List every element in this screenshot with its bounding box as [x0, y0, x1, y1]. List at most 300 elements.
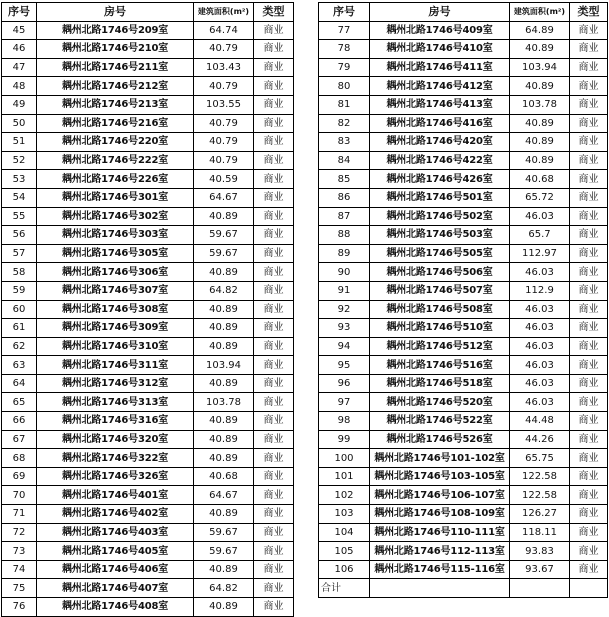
row-number: 77 [319, 21, 370, 40]
row-number: 101 [319, 467, 370, 486]
property-type: 商业 [254, 114, 294, 133]
table-row [319, 21, 608, 40]
room-address: 耦州北路1746号213室 [37, 95, 194, 114]
table-row [319, 467, 608, 486]
row-number: 53 [2, 170, 37, 189]
table-row [2, 337, 294, 356]
property-type: 商业 [570, 95, 608, 114]
room-address: 耦州北路1746号305室 [37, 244, 194, 263]
table-row [319, 319, 608, 338]
table-row [2, 542, 294, 561]
header-area: 建筑面积(m²) [194, 3, 254, 22]
row-number: 45 [2, 21, 37, 40]
property-type: 商业 [570, 412, 608, 431]
table-row [319, 505, 608, 524]
property-type: 商业 [570, 133, 608, 152]
table-row [2, 560, 294, 579]
table-row [2, 77, 294, 96]
property-type: 商业 [570, 170, 608, 189]
floor-area: 46.03 [510, 374, 570, 393]
floor-area: 40.79 [194, 114, 254, 133]
row-number: 88 [319, 226, 370, 245]
floor-area: 40.89 [194, 374, 254, 393]
room-address: 耦州北路1746号505室 [370, 244, 510, 263]
room-address: 耦州北路1746号420室 [370, 133, 510, 152]
floor-area: 93.67 [510, 560, 570, 579]
row-number: 94 [319, 337, 370, 356]
floor-area: 46.03 [510, 263, 570, 282]
floor-area: 40.89 [510, 77, 570, 96]
table-row [2, 300, 294, 319]
floor-area: 40.89 [194, 300, 254, 319]
table-row [2, 281, 294, 300]
table-row [2, 226, 294, 245]
room-address: 耦州北路1746号402室 [37, 505, 194, 524]
row-number: 102 [319, 486, 370, 505]
header-no: 序号 [2, 3, 37, 22]
floor-area: 40.89 [510, 114, 570, 133]
row-number: 89 [319, 244, 370, 263]
table-row [2, 133, 294, 152]
row-number: 80 [319, 77, 370, 96]
floor-area: 40.89 [194, 319, 254, 338]
property-type: 商业 [570, 114, 608, 133]
floor-area: 64.82 [194, 281, 254, 300]
property-type: 商业 [254, 188, 294, 207]
property-type: 商业 [570, 77, 608, 96]
table-row [2, 263, 294, 282]
property-type: 商业 [570, 542, 608, 561]
floor-area: 40.89 [194, 505, 254, 524]
room-address: 耦州北路1746号501室 [370, 188, 510, 207]
property-type: 商业 [254, 356, 294, 375]
property-type: 商业 [254, 281, 294, 300]
row-number: 55 [2, 207, 37, 226]
table-row [319, 133, 608, 152]
room-address: 耦州北路1746号412室 [370, 77, 510, 96]
table-row [319, 356, 608, 375]
property-type: 商业 [254, 393, 294, 412]
table-row [2, 319, 294, 338]
property-type: 商业 [570, 449, 608, 468]
room-address: 耦州北路1746号405室 [37, 542, 194, 561]
table-row [319, 449, 608, 468]
property-type: 商业 [254, 263, 294, 282]
property-type: 商业 [254, 170, 294, 189]
floor-area: 40.89 [194, 598, 254, 617]
room-address: 耦州北路1746号302室 [37, 207, 194, 226]
table-row [319, 40, 608, 59]
floor-area: 46.03 [510, 319, 570, 338]
property-type: 商业 [570, 523, 608, 542]
table-row [319, 523, 608, 542]
row-number: 90 [319, 263, 370, 282]
property-type: 商业 [570, 486, 608, 505]
room-address: 耦州北路1746号406室 [37, 560, 194, 579]
row-number: 63 [2, 356, 37, 375]
row-number: 69 [2, 467, 37, 486]
table-row [2, 598, 294, 617]
row-number: 95 [319, 356, 370, 375]
table-row [319, 486, 608, 505]
property-type: 商业 [570, 244, 608, 263]
row-number: 72 [2, 523, 37, 542]
row-number: 51 [2, 133, 37, 152]
table-row [319, 560, 608, 579]
room-address: 耦州北路1746号326室 [37, 467, 194, 486]
floor-area: 103.55 [194, 95, 254, 114]
room-address: 耦州北路1746号416室 [370, 114, 510, 133]
row-number: 97 [319, 393, 370, 412]
floor-area: 40.89 [194, 337, 254, 356]
row-number: 71 [2, 505, 37, 524]
row-number: 104 [319, 523, 370, 542]
row-number: 66 [2, 412, 37, 431]
property-type: 商业 [570, 337, 608, 356]
row-number: 74 [2, 560, 37, 579]
property-type: 商业 [254, 598, 294, 617]
room-address: 耦州北路1746号526室 [370, 430, 510, 449]
floor-area: 65.75 [510, 449, 570, 468]
room-address: 耦州北路1746号212室 [37, 77, 194, 96]
floor-area: 59.67 [194, 523, 254, 542]
table-row [2, 374, 294, 393]
room-address: 耦州北路1746号106-107室 [370, 486, 510, 505]
room-address: 耦州北路1746号226室 [37, 170, 194, 189]
table-row [2, 430, 294, 449]
floor-area: 59.67 [194, 226, 254, 245]
table-row [319, 542, 608, 561]
property-type: 商业 [254, 226, 294, 245]
property-type: 商业 [254, 58, 294, 77]
row-number: 62 [2, 337, 37, 356]
property-type: 商业 [254, 40, 294, 59]
row-number: 99 [319, 430, 370, 449]
floor-area: 40.89 [194, 430, 254, 449]
floor-area: 103.78 [510, 95, 570, 114]
room-address: 耦州北路1746号502室 [370, 207, 510, 226]
row-number: 82 [319, 114, 370, 133]
table-row [2, 412, 294, 431]
property-type: 商业 [570, 58, 608, 77]
room-address: 耦州北路1746号301室 [37, 188, 194, 207]
room-address: 耦州北路1746号115-116室 [370, 560, 510, 579]
property-type: 商业 [570, 207, 608, 226]
table-row [2, 449, 294, 468]
floor-area: 64.67 [194, 188, 254, 207]
header-row [2, 3, 294, 22]
room-address: 耦州北路1746号426室 [370, 170, 510, 189]
room-address: 耦州北路1746号222室 [37, 151, 194, 170]
floor-area: 40.89 [194, 449, 254, 468]
left-table-body [2, 21, 294, 616]
table-row [319, 77, 608, 96]
room-address: 耦州北路1746号516室 [370, 356, 510, 375]
room-address: 耦州北路1746号403室 [37, 523, 194, 542]
floor-area: 40.89 [194, 207, 254, 226]
row-number: 54 [2, 188, 37, 207]
room-address: 耦州北路1746号210室 [37, 40, 194, 59]
floor-area: 64.82 [194, 579, 254, 598]
floor-area: 40.79 [194, 77, 254, 96]
row-number: 100 [319, 449, 370, 468]
floor-area: 46.03 [510, 337, 570, 356]
row-number: 68 [2, 449, 37, 468]
room-address: 耦州北路1746号506室 [370, 263, 510, 282]
header-row [319, 3, 608, 22]
property-type: 商业 [254, 207, 294, 226]
floor-area: 40.59 [194, 170, 254, 189]
row-number: 58 [2, 263, 37, 282]
row-number: 91 [319, 281, 370, 300]
room-address: 耦州北路1746号216室 [37, 114, 194, 133]
row-number: 83 [319, 133, 370, 152]
floor-area: 40.79 [194, 40, 254, 59]
row-number: 79 [319, 58, 370, 77]
table-row [319, 244, 608, 263]
floor-area: 46.03 [510, 356, 570, 375]
property-type: 商业 [254, 560, 294, 579]
floor-area: 112.9 [510, 281, 570, 300]
property-type: 商业 [254, 523, 294, 542]
property-type: 商业 [254, 133, 294, 152]
room-address: 耦州北路1746号103-105室 [370, 467, 510, 486]
row-number: 57 [2, 244, 37, 263]
property-type: 商业 [254, 374, 294, 393]
header-room: 房号 [37, 3, 194, 22]
row-number: 96 [319, 374, 370, 393]
floor-area: 103.94 [510, 58, 570, 77]
total-type-cell [570, 579, 608, 598]
room-address: 耦州北路1746号310室 [37, 337, 194, 356]
row-number: 98 [319, 412, 370, 431]
room-address: 耦州北路1746号303室 [37, 226, 194, 245]
row-number: 49 [2, 95, 37, 114]
right-table-body [319, 21, 608, 579]
table-row [2, 151, 294, 170]
room-address: 耦州北路1746号112-113室 [370, 542, 510, 561]
table-row [2, 207, 294, 226]
header-no: 序号 [319, 3, 370, 22]
table-row [319, 151, 608, 170]
total-area-cell [510, 579, 570, 598]
room-address: 耦州北路1746号508室 [370, 300, 510, 319]
room-address: 耦州北路1746号313室 [37, 393, 194, 412]
row-number: 48 [2, 77, 37, 96]
room-address: 耦州北路1746号512室 [370, 337, 510, 356]
table-row [2, 393, 294, 412]
row-number: 78 [319, 40, 370, 59]
table-row [319, 114, 608, 133]
property-type: 商业 [570, 263, 608, 282]
floor-area: 122.58 [510, 467, 570, 486]
floor-area: 44.26 [510, 430, 570, 449]
header-area: 建筑面积(m²) [510, 3, 570, 22]
table-row [319, 170, 608, 189]
table-row [319, 263, 608, 282]
property-type: 商业 [254, 337, 294, 356]
table-row [2, 170, 294, 189]
row-number: 59 [2, 281, 37, 300]
floor-area: 59.67 [194, 542, 254, 561]
table-row [2, 40, 294, 59]
room-address: 耦州北路1746号422室 [370, 151, 510, 170]
table-row [319, 95, 608, 114]
floor-area: 65.7 [510, 226, 570, 245]
floor-area: 40.89 [194, 263, 254, 282]
floor-area: 65.72 [510, 188, 570, 207]
table-row [2, 58, 294, 77]
table-row [319, 393, 608, 412]
row-number: 103 [319, 505, 370, 524]
floor-area: 40.89 [510, 151, 570, 170]
room-address: 耦州北路1746号401室 [37, 486, 194, 505]
header-room: 房号 [370, 3, 510, 22]
room-address: 耦州北路1746号520室 [370, 393, 510, 412]
room-address: 耦州北路1746号409室 [370, 21, 510, 40]
floor-area: 93.83 [510, 542, 570, 561]
property-type: 商业 [254, 300, 294, 319]
property-type: 商业 [254, 319, 294, 338]
row-number: 61 [2, 319, 37, 338]
row-number: 47 [2, 58, 37, 77]
property-type: 商业 [570, 188, 608, 207]
property-type: 商业 [570, 505, 608, 524]
floor-area: 40.89 [194, 560, 254, 579]
floor-area: 40.79 [194, 151, 254, 170]
floor-area: 40.79 [194, 133, 254, 152]
property-type: 商业 [254, 412, 294, 431]
table-row [2, 188, 294, 207]
header-type: 类型 [254, 3, 294, 22]
floor-area: 103.94 [194, 356, 254, 375]
floor-area: 59.67 [194, 244, 254, 263]
floor-area: 44.48 [510, 412, 570, 431]
table-row [319, 58, 608, 77]
property-type: 商业 [254, 505, 294, 524]
row-number: 105 [319, 542, 370, 561]
row-number: 86 [319, 188, 370, 207]
table-row [2, 579, 294, 598]
property-type: 商业 [570, 21, 608, 40]
table-row [319, 300, 608, 319]
property-type: 商业 [570, 356, 608, 375]
property-type: 商业 [570, 430, 608, 449]
property-type: 商业 [570, 467, 608, 486]
room-address: 耦州北路1746号320室 [37, 430, 194, 449]
property-type: 商业 [570, 281, 608, 300]
table-row [2, 523, 294, 542]
property-type: 商业 [570, 226, 608, 245]
room-address: 耦州北路1746号408室 [37, 598, 194, 617]
row-number: 81 [319, 95, 370, 114]
table-row [2, 244, 294, 263]
row-number: 67 [2, 430, 37, 449]
property-type: 商业 [254, 467, 294, 486]
row-number: 93 [319, 319, 370, 338]
property-type: 商业 [254, 21, 294, 40]
property-type: 商业 [570, 560, 608, 579]
floor-area: 112.97 [510, 244, 570, 263]
property-type: 商业 [570, 319, 608, 338]
row-number: 106 [319, 560, 370, 579]
row-number: 76 [2, 598, 37, 617]
floor-area: 122.58 [510, 486, 570, 505]
property-type: 商业 [254, 449, 294, 468]
table-row [319, 430, 608, 449]
table-row [319, 207, 608, 226]
room-address: 耦州北路1746号518室 [370, 374, 510, 393]
property-type: 商业 [254, 244, 294, 263]
room-address: 耦州北路1746号522室 [370, 412, 510, 431]
floor-area: 40.89 [510, 40, 570, 59]
floor-area: 46.03 [510, 393, 570, 412]
row-number: 92 [319, 300, 370, 319]
table-row [2, 467, 294, 486]
room-address: 耦州北路1746号220室 [37, 133, 194, 152]
row-number: 56 [2, 226, 37, 245]
property-type: 商业 [254, 77, 294, 96]
table-row [2, 505, 294, 524]
floor-area: 126.27 [510, 505, 570, 524]
header-type: 类型 [570, 3, 608, 22]
room-address: 耦州北路1746号307室 [37, 281, 194, 300]
room-address: 耦州北路1746号308室 [37, 300, 194, 319]
row-number: 75 [2, 579, 37, 598]
right-table [318, 2, 608, 598]
row-number: 73 [2, 542, 37, 561]
floor-area: 40.68 [194, 467, 254, 486]
floor-area: 40.89 [510, 133, 570, 152]
left-table [1, 2, 294, 617]
room-address: 耦州北路1746号306室 [37, 263, 194, 282]
room-address: 耦州北路1746号322室 [37, 449, 194, 468]
floor-area: 64.89 [510, 21, 570, 40]
room-address: 耦州北路1746号312室 [37, 374, 194, 393]
property-type: 商业 [570, 393, 608, 412]
room-address: 耦州北路1746号110-111室 [370, 523, 510, 542]
room-address: 耦州北路1746号407室 [37, 579, 194, 598]
room-address: 耦州北路1746号503室 [370, 226, 510, 245]
property-type: 商业 [254, 542, 294, 561]
room-address: 耦州北路1746号410室 [370, 40, 510, 59]
table-row [2, 356, 294, 375]
room-address: 耦州北路1746号108-109室 [370, 505, 510, 524]
row-number: 87 [319, 207, 370, 226]
floor-area: 64.74 [194, 21, 254, 40]
room-address: 耦州北路1746号211室 [37, 58, 194, 77]
room-address: 耦州北路1746号510室 [370, 319, 510, 338]
room-address: 耦州北路1746号311室 [37, 356, 194, 375]
property-type: 商业 [570, 300, 608, 319]
table-row [2, 95, 294, 114]
property-type: 商业 [254, 151, 294, 170]
floor-area: 40.68 [510, 170, 570, 189]
room-address: 耦州北路1746号413室 [370, 95, 510, 114]
property-type: 商业 [570, 40, 608, 59]
floor-area: 103.78 [194, 393, 254, 412]
property-type: 商业 [570, 151, 608, 170]
room-address: 耦州北路1746号101-102室 [370, 449, 510, 468]
row-number: 46 [2, 40, 37, 59]
property-type: 商业 [254, 430, 294, 449]
room-address: 耦州北路1746号507室 [370, 281, 510, 300]
table-row [319, 188, 608, 207]
floor-area: 64.67 [194, 486, 254, 505]
row-number: 60 [2, 300, 37, 319]
table-row [319, 412, 608, 431]
row-number: 64 [2, 374, 37, 393]
